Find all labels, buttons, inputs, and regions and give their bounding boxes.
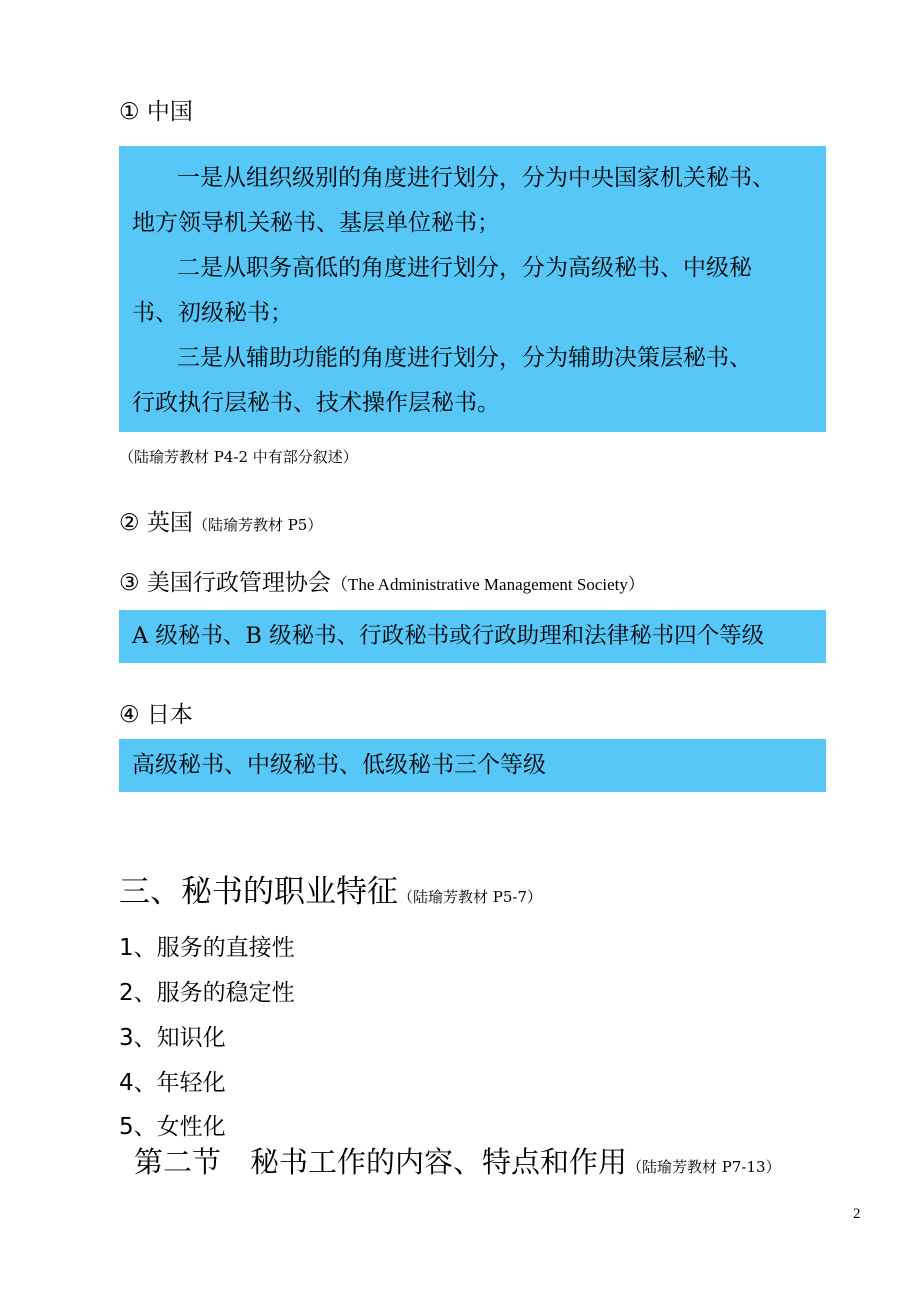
feature-item-4: 4、年轻化 [119, 1070, 226, 1096]
heading-uk-ref: （陆瑜芳教材 P5） [192, 516, 323, 534]
section-ref: （陆瑜芳教材 P5-7） [398, 888, 543, 906]
classification-box-usa [119, 610, 826, 663]
feature-item-3: 3、知识化 [119, 1025, 226, 1051]
classification-box-china [119, 146, 826, 432]
box-japan-text: 高级秘书、中级秘书、低级秘书三个等级 [132, 752, 546, 778]
heading-usa-ref: （The Administrative Management Society） [330, 575, 645, 594]
box-line-1: 一是从组织级别的角度进行划分，分为中央国家机关秘书、 [177, 165, 775, 191]
section-title: 三、秘书的职业特征 [119, 874, 398, 910]
box-line-6: 行政执行层秘书、技术操作层秘书。 [132, 390, 500, 416]
heading-uk-label: ② 英国 [119, 510, 193, 536]
box-line-2: 地方领导机关秘书、基层单位秘书； [132, 210, 500, 236]
feature-item-2: 2、服务的稳定性 [119, 980, 295, 1006]
next-section-heading [134, 1142, 781, 1182]
next-section-ref: （陆瑜芳教材 P7-13） [627, 1158, 781, 1176]
feature-item-5: 5、女性化 [119, 1114, 226, 1140]
heading-usa-label: ③ 美国行政管理协会 [119, 570, 331, 596]
heading-usa [119, 568, 645, 600]
next-section-title: 第二节 秘书工作的内容、特点和作用 [134, 1145, 628, 1179]
classification-box-japan [119, 739, 826, 792]
box-usa-text: A 级秘书、B 级秘书、行政秘书或行政助理和法律秘书四个等级 [132, 623, 765, 649]
heading-china: ① 中国 [119, 99, 193, 125]
page-number: 2 [853, 1206, 861, 1222]
box-line-3: 二是从职务高低的角度进行划分，分为高级秘书、中级秘 [177, 255, 752, 281]
heading-japan: ④ 日本 [119, 702, 193, 728]
box-line-5: 三是从辅助功能的角度进行划分，分为辅助决策层秘书、 [177, 345, 752, 371]
section-heading [119, 872, 542, 912]
box-line-4: 书、初级秘书； [132, 300, 293, 326]
feature-item-1: 1、服务的直接性 [119, 935, 295, 961]
heading-uk [119, 508, 322, 540]
reference-note: （陆瑜芳教材 P4-2 中有部分叙述） [119, 448, 358, 466]
